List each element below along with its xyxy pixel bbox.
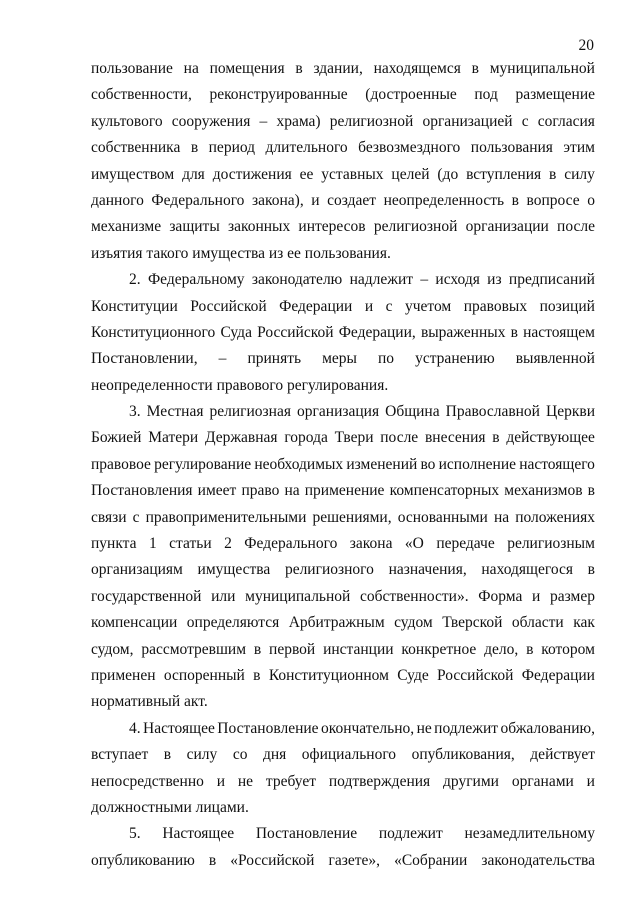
word: с: [521, 112, 529, 130]
word: «О: [404, 535, 424, 553]
word: 5.: [129, 825, 141, 843]
word: уставных: [321, 165, 384, 183]
word: реконструированные: [209, 86, 348, 104]
word: и: [586, 772, 595, 790]
word: позиций: [539, 297, 595, 315]
text-line: [91, 531, 595, 557]
word: для: [182, 165, 205, 183]
text-line: [91, 214, 595, 240]
word: другими: [443, 772, 499, 790]
word: на: [183, 60, 199, 77]
word: окончательно,: [320, 719, 415, 737]
word: как: [573, 614, 595, 632]
word: в: [471, 60, 479, 77]
word: организация: [297, 403, 380, 421]
word: решениями,: [312, 508, 392, 526]
word: 2: [224, 535, 232, 553]
word: Божией: [91, 429, 142, 447]
word: инстанции: [323, 640, 394, 658]
word: после: [557, 218, 595, 236]
word: правовое: [91, 455, 151, 473]
word: исходя: [435, 271, 480, 289]
word: конкретное: [401, 640, 477, 658]
word: достижения: [212, 165, 292, 183]
word: в: [511, 191, 519, 209]
word: в: [208, 851, 217, 869]
text-line: изъятия такого имущества из ее пользования.: [91, 244, 391, 262]
word: длительного: [265, 139, 348, 157]
word: основанными: [397, 508, 488, 526]
word: компенсации: [91, 614, 178, 632]
document-body: [91, 56, 595, 874]
word: в: [190, 139, 199, 157]
word: Церкви: [546, 403, 595, 421]
word: опубликования,: [411, 746, 515, 764]
word: силу: [186, 746, 218, 764]
word: государственной: [91, 587, 202, 605]
word: в: [492, 429, 500, 447]
word: помещения: [209, 60, 285, 77]
word: Матери: [148, 429, 199, 447]
word: Конституции: [91, 297, 178, 315]
word: Конституционного: [91, 323, 216, 341]
word: –: [259, 112, 268, 130]
word: право: [241, 482, 280, 500]
word: культового: [91, 112, 163, 130]
word: Настоящее: [162, 825, 235, 843]
word: и: [216, 772, 226, 790]
word: период: [208, 139, 256, 157]
text-line: [91, 188, 595, 214]
word: находящегося: [481, 561, 573, 579]
word: обжалованию,: [500, 719, 595, 737]
word: Форма: [478, 587, 523, 605]
word: в: [587, 561, 595, 579]
word: Православной: [445, 403, 540, 421]
word: в: [510, 323, 518, 341]
text-line: неопределенности правового регулирования.: [91, 376, 389, 394]
word: Суде: [397, 666, 429, 684]
word: положениях: [515, 508, 595, 526]
text-line: [91, 56, 595, 82]
word: вопросе: [526, 191, 580, 209]
word: учетом: [404, 297, 452, 315]
word: рассмотревшим: [141, 640, 247, 658]
word: в: [163, 746, 172, 764]
word: Настоящее: [143, 719, 215, 737]
word: размещение: [515, 86, 595, 104]
word: закона),: [251, 191, 304, 209]
word: храма): [276, 112, 321, 130]
paragraph-4-first-line: [91, 716, 595, 742]
word: пользования: [470, 139, 553, 157]
page-number: 20: [578, 37, 594, 54]
word: «Российской: [230, 851, 315, 869]
word: не: [237, 772, 254, 790]
word: предписаний: [508, 271, 595, 289]
text-line: [91, 505, 595, 531]
word: на: [493, 508, 510, 526]
word: оспоренный: [163, 666, 245, 684]
word: пользование: [91, 60, 173, 77]
word: имущества: [197, 561, 271, 579]
word: настоящем: [523, 323, 595, 341]
word: организацией: [422, 112, 513, 130]
word: целей: [391, 165, 430, 183]
text-line: [91, 848, 595, 874]
word: статьи: [169, 535, 212, 553]
word: здании,: [313, 60, 363, 77]
word: во: [420, 455, 436, 473]
word: не: [416, 719, 432, 737]
text-line: [91, 557, 595, 583]
word: законодателю: [251, 271, 343, 289]
word: в: [549, 165, 557, 183]
text-line: [91, 663, 595, 689]
word: механизме: [91, 218, 162, 236]
word: пункта: [91, 535, 137, 553]
word: в: [526, 640, 534, 658]
word: Федерации: [521, 666, 595, 684]
word: –: [420, 271, 429, 289]
word: подлежит: [378, 825, 443, 843]
word: муниципальной: [245, 587, 351, 605]
word: силу: [564, 165, 595, 183]
word: судом: [394, 614, 433, 632]
word: правовых: [463, 297, 528, 315]
text-line: [91, 82, 595, 108]
word: ее: [299, 165, 314, 183]
text-line: [91, 452, 595, 478]
text-line: [91, 742, 595, 768]
word: в: [253, 640, 262, 658]
word: этим: [563, 139, 595, 157]
word: (до: [437, 165, 459, 183]
word: под: [474, 86, 498, 104]
word: Конституционном: [268, 666, 389, 684]
word: Федерального: [151, 191, 245, 209]
word: «Собрании: [394, 851, 468, 869]
word: дело,: [484, 640, 519, 658]
word: имуществом: [91, 165, 175, 183]
word: официального: [301, 746, 397, 764]
word: или: [211, 587, 236, 605]
text-line: [91, 610, 595, 636]
word: Твери: [334, 429, 374, 447]
word: 1: [148, 535, 157, 553]
word: Российской: [190, 297, 267, 315]
word: –: [218, 350, 227, 368]
word: назначения,: [388, 561, 467, 579]
word: требует: [265, 772, 317, 790]
word: Державная: [204, 429, 278, 447]
word: в: [253, 666, 261, 684]
word: с: [132, 508, 140, 526]
word: религиозной: [373, 218, 458, 236]
word: непосредственно: [91, 772, 204, 790]
text-line: [91, 135, 595, 161]
word: законных: [227, 218, 291, 236]
word: подтверждения: [328, 772, 431, 790]
word: Община: [385, 403, 440, 421]
word: Федерации: [279, 297, 353, 315]
word: газете»,: [328, 851, 381, 869]
word: области: [511, 614, 564, 632]
word: Местная: [146, 403, 204, 421]
word: после: [380, 429, 419, 447]
word: исполнение: [438, 455, 517, 473]
word: дня: [262, 746, 287, 764]
word: механизмов: [504, 482, 583, 500]
word: первой: [269, 640, 316, 658]
word: вступает: [91, 746, 149, 764]
text-line: [91, 425, 595, 451]
word: Российской: [257, 323, 334, 341]
word: действующее: [506, 429, 595, 447]
word: регулирование: [154, 455, 252, 473]
word: и: [311, 191, 320, 209]
word: изменений: [346, 455, 418, 473]
word: Постановлении,: [91, 350, 198, 368]
word: законодательства: [481, 851, 595, 869]
word: неопределенность: [383, 191, 505, 209]
word: согласия: [537, 112, 595, 130]
word: котором: [541, 640, 595, 658]
word: в: [295, 60, 303, 77]
word: Российской: [437, 666, 514, 684]
word: подлежит: [434, 719, 499, 737]
word: города: [284, 429, 328, 447]
word: выявленной: [515, 350, 595, 368]
word: создает: [327, 191, 377, 209]
word: действует: [530, 746, 595, 764]
paragraph-5-first-line: [91, 821, 595, 847]
word: организации: [465, 218, 549, 236]
word: настоящего: [519, 455, 595, 473]
word: Постановление: [255, 825, 358, 843]
word: Суда: [220, 323, 252, 341]
paragraph-3-first-line: [91, 399, 595, 425]
word: органами: [511, 772, 574, 790]
text-line: [91, 584, 595, 610]
text-line: [91, 162, 595, 188]
word: связи: [91, 508, 127, 526]
word: и: [364, 297, 374, 315]
word: религиозная: [209, 403, 291, 421]
word: 2.: [129, 271, 141, 289]
word: имеет: [197, 482, 237, 500]
text-line: нормативный акт.: [91, 693, 208, 711]
word: правоприменительными: [145, 508, 307, 526]
word: Тверской: [442, 614, 503, 632]
text-line: [91, 294, 595, 320]
word: размер: [550, 587, 595, 605]
word: о: [587, 191, 595, 209]
word: устранению: [415, 350, 495, 368]
word: собственности».: [360, 587, 469, 605]
word: из: [487, 271, 502, 289]
word: и: [532, 587, 541, 605]
word: опубликованию: [91, 851, 195, 869]
word: Постановления: [91, 482, 193, 500]
word: определяются: [186, 614, 280, 632]
word: на: [284, 482, 300, 500]
word: в: [587, 482, 595, 500]
word: компенсаторных: [389, 482, 500, 500]
word: закона: [349, 535, 393, 553]
word: собственности,: [91, 86, 192, 104]
word: сооружения: [171, 112, 251, 130]
text-line: должностными лицами.: [91, 798, 249, 816]
word: передаче: [436, 535, 495, 553]
text-line: [91, 478, 595, 504]
text-line: [91, 769, 595, 795]
word: находящемся: [373, 60, 461, 77]
text-line: [91, 320, 595, 346]
word: безвозмездного: [358, 139, 461, 157]
word: выраженных: [420, 323, 506, 341]
word: защиты: [169, 218, 220, 236]
word: с: [385, 297, 393, 315]
text-line: [91, 109, 595, 135]
word: 4.: [129, 719, 141, 737]
word: меры: [322, 350, 357, 368]
word: данного: [91, 191, 144, 209]
word: необходимых: [254, 455, 344, 473]
word: Федерации,: [338, 323, 416, 341]
word: религиозной: [329, 112, 414, 130]
word: Федерального: [244, 535, 338, 553]
word: со: [232, 746, 248, 764]
word: надлежит: [349, 271, 414, 289]
word: (достроенные: [365, 86, 457, 104]
word: организациям: [91, 561, 183, 579]
word: принять: [247, 350, 302, 368]
word: по: [378, 350, 395, 368]
word: интересов: [298, 218, 366, 236]
text-line: [91, 346, 595, 372]
word: собственника: [91, 139, 181, 157]
paragraph-2-first-line: [91, 267, 595, 293]
word: вступления: [466, 165, 542, 183]
word: 3.: [129, 403, 141, 421]
word: Постановление: [217, 719, 319, 737]
word: применение: [304, 482, 385, 500]
word: религиозного: [284, 561, 374, 579]
word: Арбитражным: [288, 614, 385, 632]
word: муниципальной: [489, 60, 595, 77]
word: внесения: [424, 429, 486, 447]
word: применен: [91, 666, 156, 684]
word: религиозным: [507, 535, 595, 553]
word: Федеральному: [147, 271, 245, 289]
text-line: [91, 637, 595, 663]
word: незамедлительному: [464, 825, 595, 843]
word: судом,: [91, 640, 134, 658]
